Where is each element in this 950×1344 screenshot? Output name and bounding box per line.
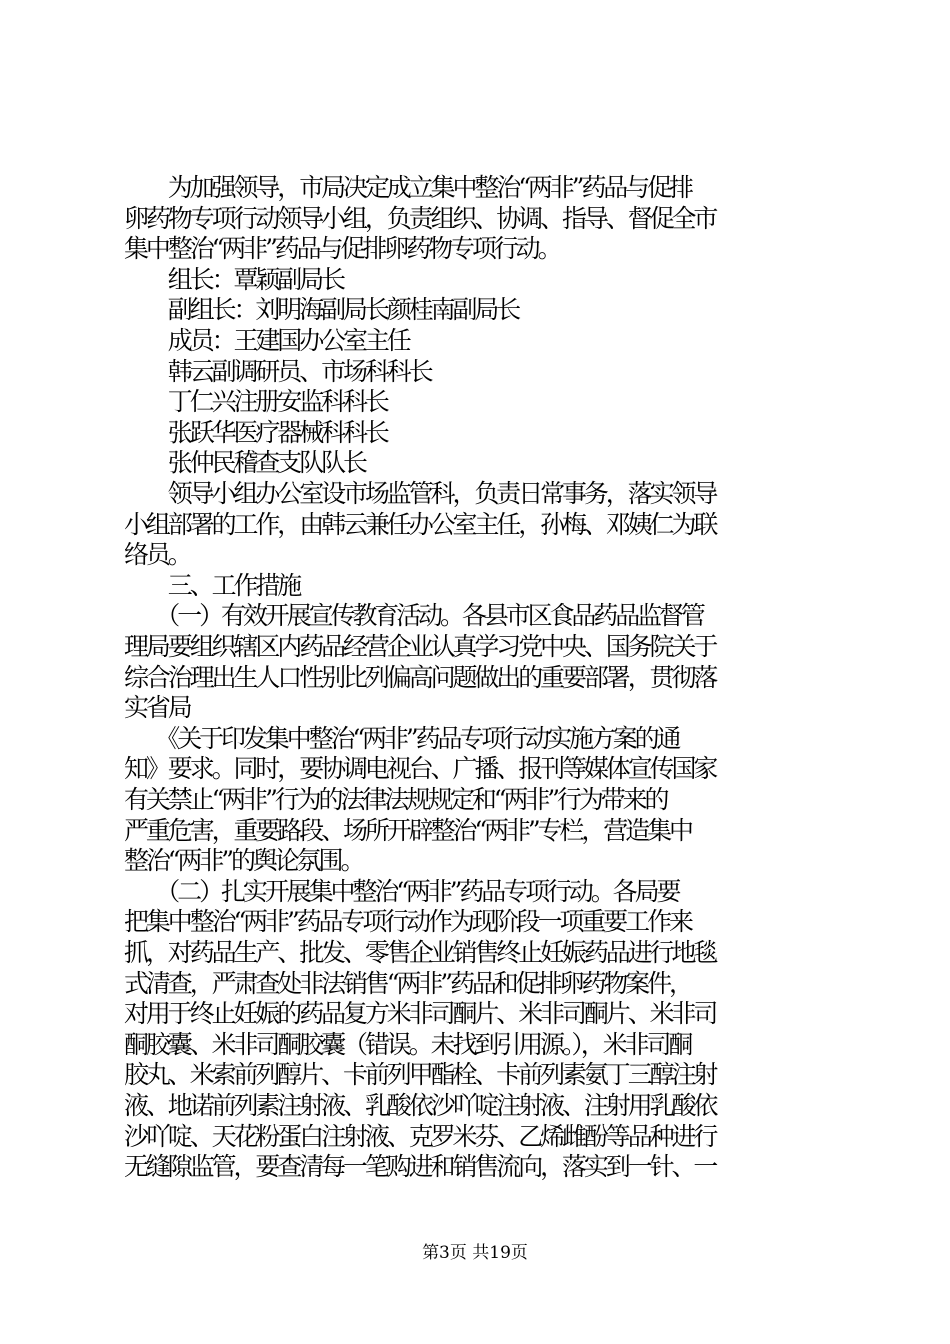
document-line: 酮胶囊、米非司酮胶囊（错误。未找到引用源。），米非司酮 [124,1029,691,1059]
document-line: 沙吖啶、天花粉蛋白注射液、克罗米芬、乙烯雌酚等品种进行 [124,1121,716,1151]
page-footer: 第3页 共19页 [422,1243,528,1263]
document-line: 三、工作措施 [124,570,300,600]
document-line: 领导小组办公室设市场监管科，负责日常事务，落实领导 [124,479,716,508]
document-line: 成员：王建国办公室主任 [124,326,409,355]
document-line: 有关禁止“两非”行为的法律法规规定和“两非”行为带来的 [124,785,667,814]
document-line: 知》要求。同时，要协调电视台、广播、报刊等媒体宣传国家 [124,754,716,784]
document-line: 式清查，严肃查处非法销售“两非”药品和促排卵药物案件， [124,968,691,998]
document-line: 组长：覃颖副局长 [124,264,344,294]
document-line: 集中整治“两非”药品与促排卵药物专项行动。 [124,234,560,264]
document-line: 理局要组织辖区内药品经营企业认真学习党中央、国务院关于 [124,632,716,661]
document-line: 卵药物专项行动领导小组，负责组织、协调、指导、督促全市 [124,203,716,233]
document-line: 为加强领导，市局决定成立集中整治“两非”药品与促排 [124,173,691,202]
document-line: 小组部署的工作，由韩云兼任办公室主任，孙梅、邓姨仁为联 [124,509,716,539]
document-line: 抓，对药品生产、批发、零售企业销售终止妊娠药品进行地毯 [124,938,716,967]
document-line: 综合治理出生人口性别比列偏高问题做出的重要部署，贯彻落 [124,662,716,692]
document-line: 对用于终止妊娠的药品复方米非司酮片、米非司酮片、米非司 [124,999,716,1029]
document-line: 无缝隙监管，要查清每一笔购进和销售流向，落实到一针、一 [124,1152,716,1182]
document-line: 副组长：刘明海副局长颜桂南副局长 [124,295,519,325]
document-line: 整治“两非”的舆论氛围。 [124,846,363,876]
document-line: （一）有效开展宣传教育活动。各县市区食品药品监督管 [124,601,703,631]
document-line: 严重危害，重要路段、场所开辟整治“两非”专栏，营造集中 [124,815,691,845]
document-line: 液、地诺前列素注射液、乳酸依沙吖啶注射液、注射用乳酸依 [124,1091,716,1120]
document-line: 把集中整治“两非”药品专项行动作为现阶段一项重要工作来 [124,907,691,937]
document-line: 韩云副调研员、市场科科长 [124,356,431,386]
document-line: （二）扎实开展集中整治“两非”药品专项行动。各局要 [124,876,679,906]
document-line: 实省局 [124,693,190,723]
document-line: 胶丸、米索前列醇片、卡前列甲酯栓、卡前列素氨丁三醇注射 [124,1060,716,1090]
document-line: 《关于印发集中整治“两非”药品专项行动实施方案的通 [124,723,679,753]
document-line: 张跃华医疗器械科科长 [124,417,387,447]
document-line: 张仲民稽查支队队长 [124,448,365,478]
document-line: 丁仁兴注册安监科科长 [124,387,387,417]
document-line: 络员。 [124,540,190,570]
